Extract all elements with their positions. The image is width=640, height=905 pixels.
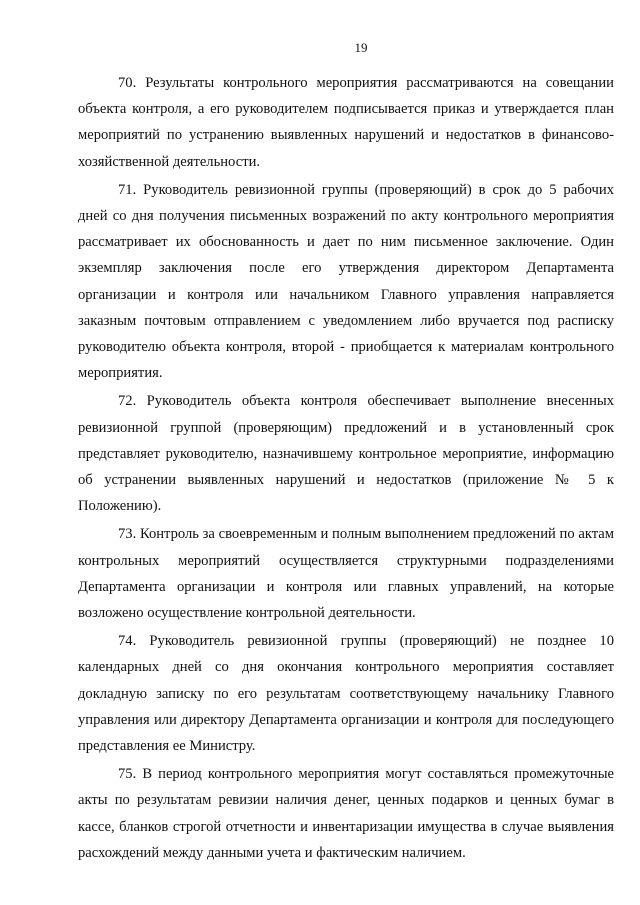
page-number: 19 <box>354 40 368 55</box>
paragraph-74: 74. Руководитель ревизионной группы (проверяющий) не позднее 10 календарных дней со дня окончания контрольного мероприятия составляет докладную записку по его результатам соответствующему начальнику Главного управления или директору Департамента организации и контроля для последующего представления ее Министру. <box>78 633 614 755</box>
paragraph-73: 73. Контроль за своевременным и полным выполнением предложений по актам контрольных мероприятий осуществляется структурными подразделениями Департамента организации и контроля или главных управлений, на которые возложено осуществление контрольной деятельности. <box>78 526 614 622</box>
paragraph-75: 75. В период контрольного мероприятия могут составляться промежуточные акты по результатам ревизии наличия денег, ценных подарков и ценных бумаг в кассе, бланков строгой отчетности и инвентаризации имущества в случае выявления расхождений между данными учета и фактическим наличием. <box>78 766 614 861</box>
paragraph-71: 71. Руководитель ревизионной группы (проверяющий) в срок до 5 рабочих дней со дня получения письменных возражений по акту контрольного мероприятия рассматривает их обоснованность и дает по ним письменное заключение. Один экземпляр заключения после его утверждения директором Департамента организации и контроля или начальником Главного управления направляется заказным почтовым отправлением с уведомлением либо вручается под расписку руководителю объекта контроля, второй - приобщается к материалам контрольного мероприятия. <box>78 181 614 382</box>
paragraph-70: 70. Результаты контрольного мероприятия рассматриваются на совещании объекта контроля, а его руководителем подписывается приказ и утверждается план мероприятий по устранению выявленных нарушений и недостатков в финансово-хозяйственной деятельности. <box>78 75 614 170</box>
paragraph-72: 72. Руководитель объекта контроля обеспечивает выполнение внесенных ревизионной группой (проверяющим) предложений и в установленный срок представляет руководителю, назначившему контрольное мероприятие, информацию об устранении выявленных нарушений и недостатков (приложение № 5 к Положению). <box>78 393 614 515</box>
